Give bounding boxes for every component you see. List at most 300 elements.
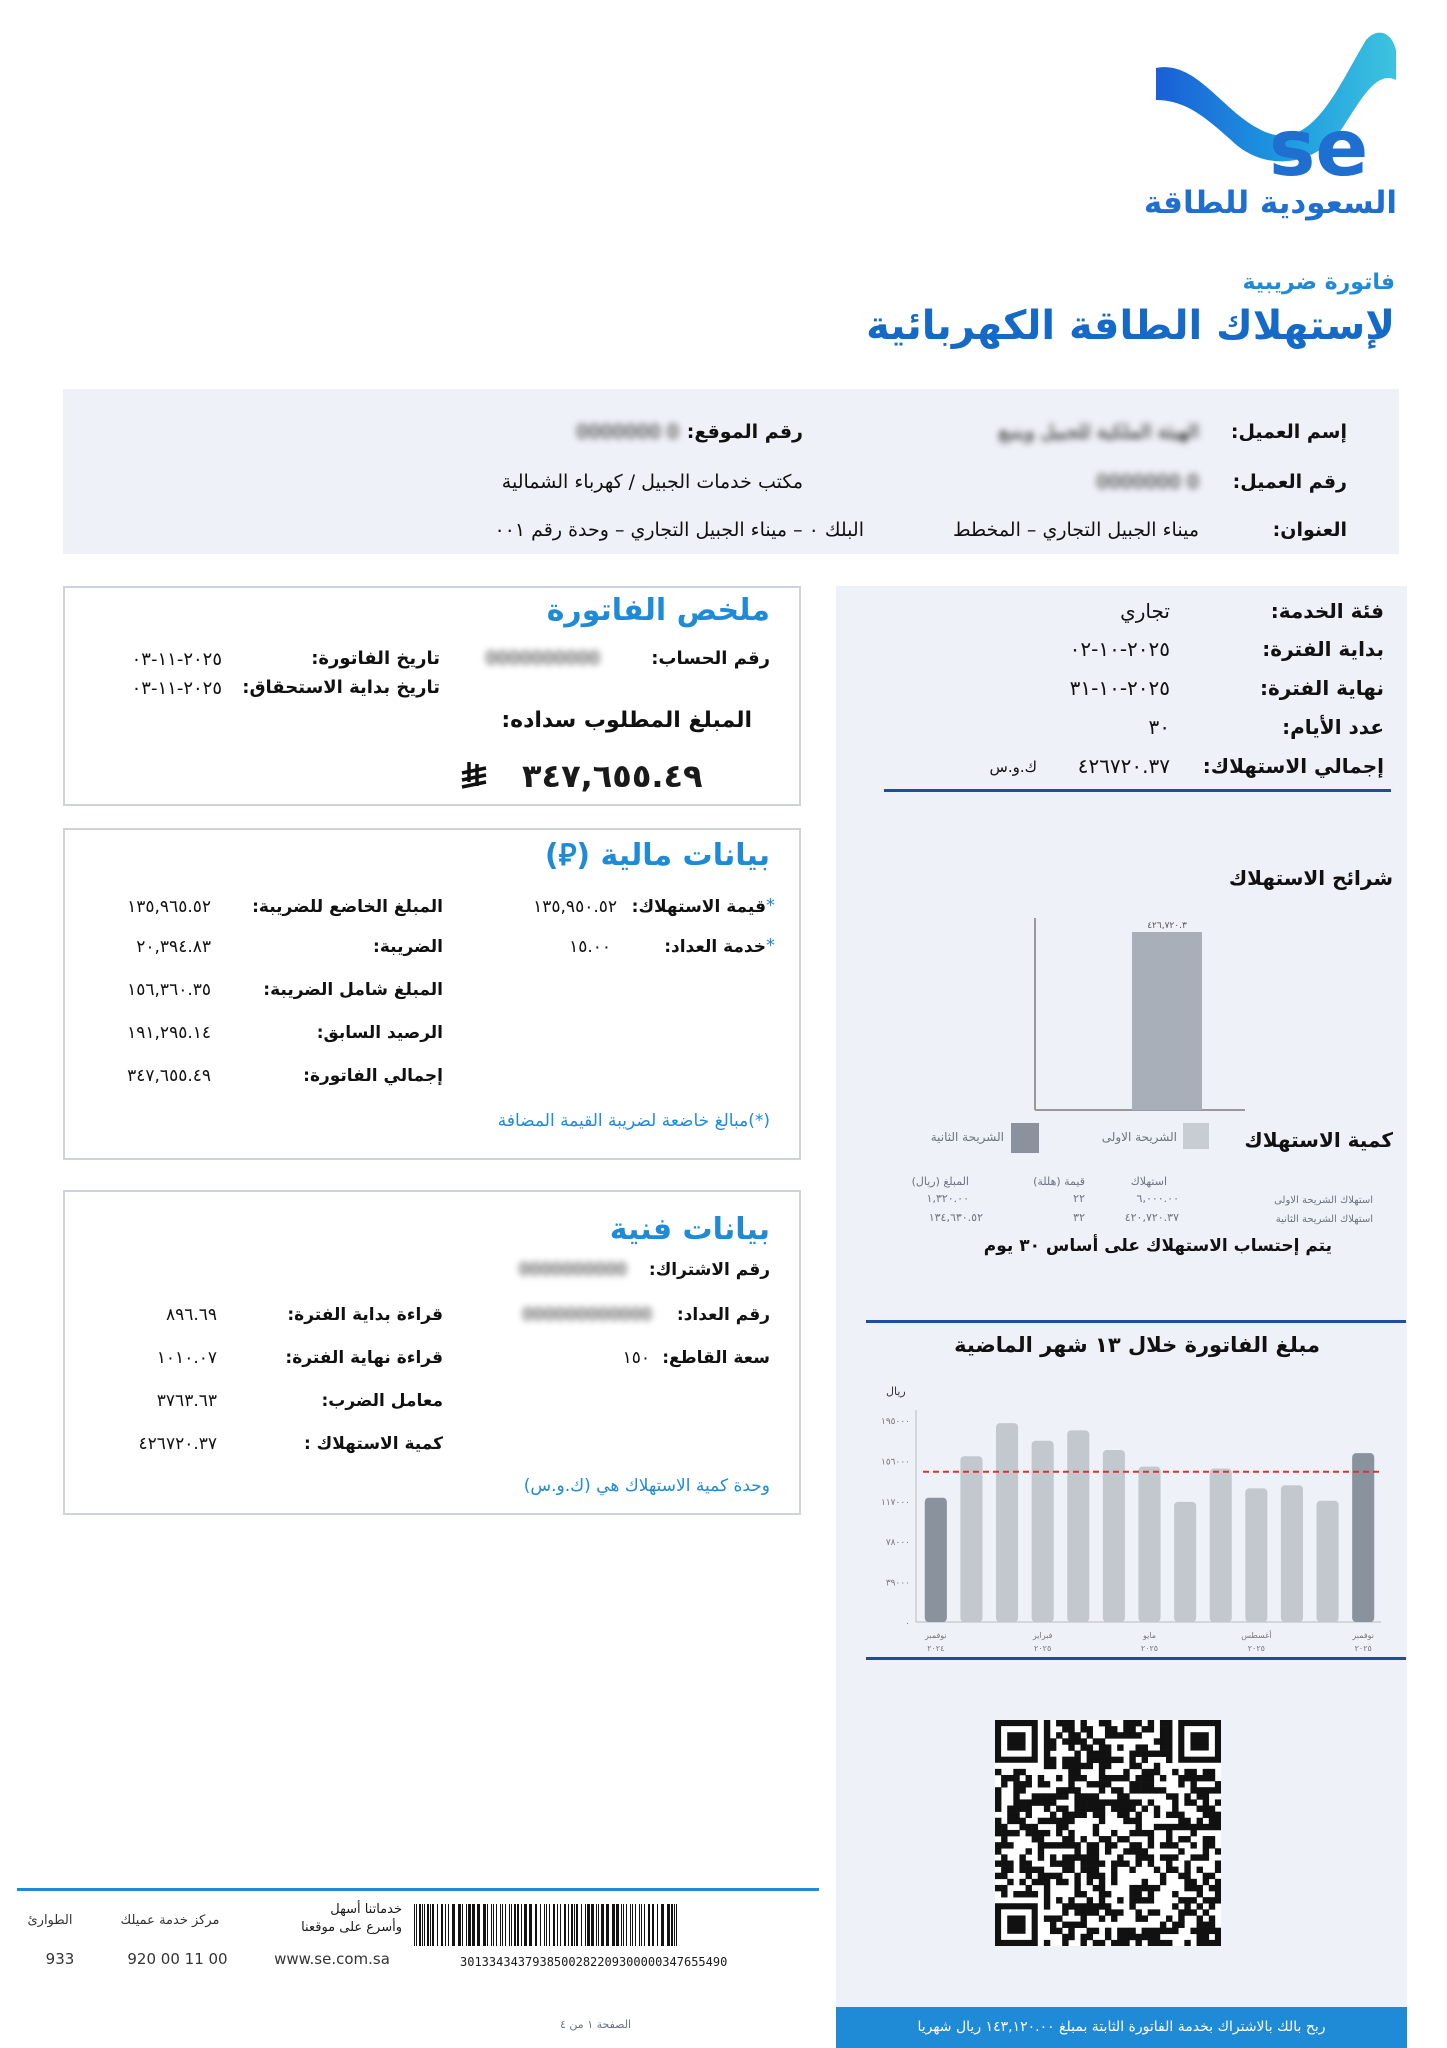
qr-module <box>1203 1922 1209 1928</box>
qr-module <box>1148 1897 1154 1903</box>
qr-module <box>1087 1757 1093 1763</box>
invoice-type: فاتورة ضريبية <box>1242 270 1395 295</box>
service-category-label: فئة الخدمة: <box>1270 599 1384 623</box>
qr-module <box>1148 1940 1154 1946</box>
qr-module <box>1117 1744 1123 1750</box>
qr-module <box>1160 1751 1166 1757</box>
qr-module <box>1197 1806 1203 1812</box>
qr-module <box>1050 1744 1056 1750</box>
barcode-bar <box>540 1904 541 1946</box>
qr-module <box>1154 1909 1160 1915</box>
days-count-label: عدد الأيام: <box>1282 715 1384 739</box>
qr-module <box>1001 1885 1007 1891</box>
financial-title: بيانات مالية (⃁) <box>544 838 770 873</box>
barcode-bar <box>546 1904 547 1946</box>
barcode-bar <box>521 1904 522 1946</box>
barcode-bar <box>509 1904 510 1946</box>
qr-module <box>1215 1934 1221 1940</box>
qr-module <box>1135 1751 1141 1757</box>
qr-module <box>1050 1915 1056 1921</box>
barcode-bar <box>445 1904 446 1946</box>
barcode-bar <box>574 1904 575 1946</box>
barcode-bar <box>630 1904 631 1946</box>
barcode-bar <box>517 1904 519 1946</box>
qr-module <box>1068 1738 1074 1744</box>
qr-module <box>1062 1720 1068 1726</box>
qr-module <box>1074 1812 1080 1818</box>
qr-module <box>1160 1854 1166 1860</box>
qr-module <box>1154 1867 1160 1873</box>
qr-module <box>1166 1915 1172 1921</box>
qr-module <box>1074 1793 1080 1799</box>
tagline-line2: وأسرع على موقعنا <box>301 1920 402 1935</box>
qr-module <box>1160 1726 1166 1732</box>
qr-module <box>1123 1775 1129 1781</box>
qr-module <box>1209 1915 1215 1921</box>
qr-module <box>1178 1915 1184 1921</box>
qr-module <box>1032 1824 1038 1830</box>
qr-module <box>1135 1909 1141 1915</box>
y-tick-label: ١٩٥٠٠٠ <box>880 1417 910 1427</box>
customer-number-value: 0 0000000 <box>1096 471 1199 493</box>
qr-module <box>1166 1940 1172 1946</box>
barcode-bar <box>564 1904 566 1946</box>
qr-module <box>1184 1818 1190 1824</box>
qr-module <box>1166 1812 1172 1818</box>
qr-module <box>1050 1793 1056 1799</box>
qr-module <box>1154 1928 1160 1934</box>
barcode-bar <box>581 1904 582 1946</box>
qr-module <box>1184 1879 1190 1885</box>
qr-module <box>1135 1744 1141 1750</box>
qr-module <box>1154 1769 1160 1775</box>
barcode-bar <box>560 1904 561 1946</box>
barcode-bar <box>414 1904 415 1946</box>
qr-module <box>1148 1830 1154 1836</box>
tier-row-label: استهلاك الشريحة الثانية <box>1275 1214 1373 1225</box>
y-tick-label: ٠ <box>905 1619 910 1629</box>
qr-module <box>1068 1787 1074 1793</box>
qr-module <box>1203 1854 1209 1860</box>
qr-module <box>1123 1732 1129 1738</box>
qr-module <box>1197 1928 1203 1934</box>
qr-module <box>1001 1830 1007 1836</box>
period-end-label: نهاية الفترة: <box>1260 676 1384 700</box>
qr-module <box>1093 1867 1099 1873</box>
x-tick-year: ٢٠٢٥ <box>1354 1644 1372 1653</box>
legend-first-label: الشريحة الاولى <box>1101 1130 1177 1144</box>
tier-chart <box>1010 912 1250 1117</box>
service-category-value: تجاري <box>1120 599 1170 623</box>
col-amount: المبلغ (ريال) <box>911 1175 969 1188</box>
barcode-bar <box>549 1904 550 1946</box>
period-start-value: ٢٠٢٥-١٠-٠٢ <box>1069 637 1170 661</box>
qr-module <box>1074 1738 1080 1744</box>
qr-module <box>1117 1793 1123 1799</box>
barcode-bar <box>553 1904 555 1946</box>
qr-module <box>1142 1915 1148 1921</box>
barcode-bar <box>591 1904 594 1946</box>
qr-module <box>1123 1818 1129 1824</box>
history-bar <box>1103 1450 1125 1622</box>
qr-module <box>1135 1763 1141 1769</box>
qr-module <box>1197 1891 1203 1897</box>
qr-module <box>1203 1934 1209 1940</box>
qr-module <box>1123 1836 1129 1842</box>
qr-module <box>1087 1928 1093 1934</box>
qr-module <box>1215 1879 1221 1885</box>
customer-info-band <box>63 389 1399 554</box>
qr-module <box>1068 1830 1074 1836</box>
qr-module <box>1184 1873 1190 1879</box>
qr-module <box>1203 1842 1209 1848</box>
qr-module <box>1160 1732 1166 1738</box>
qr-module <box>1050 1818 1056 1824</box>
brand-caption: السعودية للطاقة <box>1143 185 1397 221</box>
qr-module <box>1172 1793 1178 1799</box>
barcode-bar <box>535 1904 537 1946</box>
qr-module <box>1062 1934 1068 1940</box>
qr-module <box>1178 1836 1184 1842</box>
qr-module <box>1142 1879 1148 1885</box>
qr-module <box>1129 1799 1135 1805</box>
qr-module <box>1087 1751 1093 1757</box>
qr-module <box>1203 1836 1209 1842</box>
qr-module <box>1068 1732 1074 1738</box>
qr-module <box>1154 1787 1160 1793</box>
qr-module <box>1038 1879 1044 1885</box>
history-bar <box>1352 1453 1374 1622</box>
barcode-bar <box>648 1904 650 1946</box>
qr-module <box>1197 1867 1203 1873</box>
qr-module <box>1099 1738 1105 1744</box>
qr-module <box>1117 1854 1123 1860</box>
qr-module <box>1099 1836 1105 1842</box>
qr-module <box>1081 1793 1087 1799</box>
qr-module <box>1148 1751 1154 1757</box>
qr-module <box>995 1873 1001 1879</box>
qr-module <box>1013 1793 1019 1799</box>
barcode <box>412 1904 812 1946</box>
qr-module <box>1026 1806 1032 1812</box>
qr-module <box>1087 1763 1093 1769</box>
qr-module <box>1068 1842 1074 1848</box>
qr-finder-core <box>1007 1732 1025 1750</box>
qr-module <box>1197 1824 1203 1830</box>
qr-module <box>1129 1763 1135 1769</box>
history-bar <box>1138 1467 1160 1622</box>
qr-module <box>1203 1769 1209 1775</box>
qr-module <box>1081 1860 1087 1866</box>
qr-module <box>1142 1830 1148 1836</box>
qr-module <box>1044 1940 1050 1946</box>
qr-module <box>1044 1726 1050 1732</box>
qr-module <box>1123 1934 1129 1940</box>
qr-module <box>1099 1799 1105 1805</box>
qr-module <box>1160 1873 1166 1879</box>
qr-module <box>1007 1806 1013 1812</box>
qr-module <box>1056 1915 1062 1921</box>
qr-module <box>1081 1940 1087 1946</box>
qr-module <box>1050 1757 1056 1763</box>
qr-module <box>1166 1751 1172 1757</box>
qr-module <box>1087 1879 1093 1885</box>
chart-top-rule <box>866 1320 1406 1323</box>
qr-module <box>1074 1799 1080 1805</box>
y-tick-label: ٧٨٠٠٠ <box>885 1538 910 1549</box>
barcode-bar <box>612 1904 615 1946</box>
qr-module <box>1099 1915 1105 1921</box>
tax-value: ٢٠,٣٩٤.٨٣ <box>136 937 211 957</box>
qr-module <box>1190 1769 1196 1775</box>
qr-module <box>1105 1836 1111 1842</box>
x-tick-year: ٢٠٢٥ <box>1140 1644 1159 1653</box>
qr-module <box>1087 1909 1093 1915</box>
qr-module <box>1099 1897 1105 1903</box>
barcode-bar <box>491 1904 492 1946</box>
qr-module <box>1074 1732 1080 1738</box>
website-link[interactable]: www.se.com.sa <box>274 1950 390 1968</box>
qr-module <box>1111 1830 1117 1836</box>
qr-module <box>1032 1867 1038 1873</box>
qr-module <box>1190 1775 1196 1781</box>
qr-module <box>1166 1842 1172 1848</box>
qr-module <box>1142 1769 1148 1775</box>
qr-module <box>1093 1885 1099 1891</box>
qr-module <box>1190 1854 1196 1860</box>
qr-module <box>1056 1928 1062 1934</box>
qr-module <box>1026 1830 1032 1836</box>
barcode-bar <box>483 1904 486 1946</box>
qr-module <box>1135 1732 1141 1738</box>
qr-module <box>1056 1897 1062 1903</box>
qr-module <box>1007 1860 1013 1866</box>
qr-module <box>1007 1775 1013 1781</box>
qr-module <box>1129 1830 1135 1836</box>
qr-module <box>1038 1775 1044 1781</box>
tier-row-amount: ١,٣٢٠.٠٠ <box>926 1192 969 1205</box>
qr-module <box>1026 1824 1032 1830</box>
barcode-bar <box>487 1904 488 1946</box>
qr-module <box>1074 1885 1080 1891</box>
qr-module <box>1062 1922 1068 1928</box>
end-reading-value: ١٠١٠.٠٧ <box>156 1348 217 1368</box>
breaker-capacity-label: سعة القاطع: <box>662 1348 770 1368</box>
qr-module <box>1074 1806 1080 1812</box>
qr-module <box>1178 1812 1184 1818</box>
qr-module <box>1215 1848 1221 1854</box>
qr-module <box>1062 1824 1068 1830</box>
qr-module <box>1099 1891 1105 1897</box>
qr-module <box>1123 1940 1129 1946</box>
qr-module <box>1129 1897 1135 1903</box>
qr-module <box>1068 1903 1074 1909</box>
col-price: قيمة (هللة) <box>1033 1175 1085 1188</box>
qr-module <box>1184 1836 1190 1842</box>
qr-module <box>1068 1775 1074 1781</box>
qr-module <box>1007 1879 1013 1885</box>
qr-module <box>1142 1744 1148 1750</box>
qr-module <box>1068 1922 1074 1928</box>
qr-module <box>1099 1806 1105 1812</box>
y-tick-label: ١٥٦٠٠٠ <box>880 1457 910 1468</box>
x-tick-month: مايو <box>1142 1631 1157 1640</box>
qr-module <box>1068 1720 1074 1726</box>
barcode-bar <box>466 1904 467 1946</box>
barcode-bar <box>496 1904 497 1946</box>
qr-module <box>1190 1909 1196 1915</box>
previous-balance-value: ١٩١,٢٩٥.١٤ <box>127 1023 211 1043</box>
customer-care-number[interactable]: 920 00 11 00 <box>127 1950 228 1968</box>
qr-module <box>1001 1891 1007 1897</box>
qr-module <box>1215 1824 1221 1830</box>
qr-module <box>1172 1842 1178 1848</box>
qr-module <box>1093 1873 1099 1879</box>
qr-module <box>1117 1806 1123 1812</box>
qr-module <box>1038 1867 1044 1873</box>
total-consumption-label: إجمالي الاستهلاك: <box>1202 754 1384 778</box>
qr-module <box>995 1824 1001 1830</box>
meter-number-label: رقم العداد: <box>676 1305 770 1325</box>
qr-module <box>1056 1830 1062 1836</box>
qr-module <box>995 1860 1001 1866</box>
qr-module <box>1135 1830 1141 1836</box>
qr-module <box>1111 1775 1117 1781</box>
qr-module <box>1129 1720 1135 1726</box>
qr-module <box>1209 1787 1215 1793</box>
qr-module <box>1117 1860 1123 1866</box>
qr-module <box>1215 1867 1221 1873</box>
qr-module <box>1050 1928 1056 1934</box>
qr-module <box>1190 1781 1196 1787</box>
qr-module <box>1081 1854 1087 1860</box>
qr-module <box>1001 1775 1007 1781</box>
qr-module <box>1123 1720 1129 1726</box>
qr-module <box>1172 1867 1178 1873</box>
qr-module <box>1117 1732 1123 1738</box>
barcode-bar <box>587 1904 590 1946</box>
qr-module <box>1105 1891 1111 1897</box>
meter-service-value: ١٥.٠٠ <box>569 937 611 957</box>
barcode-bar <box>635 1904 636 1946</box>
qr-module <box>1105 1903 1111 1909</box>
qr-module <box>1172 1854 1178 1860</box>
qr-module <box>1099 1757 1105 1763</box>
qr-module <box>1062 1787 1068 1793</box>
qr-module <box>1105 1720 1111 1726</box>
barcode-number: 3013343437938500282209300000347655490 <box>460 1955 728 1969</box>
tier-bar <box>1132 932 1202 1110</box>
qr-module <box>1123 1928 1129 1934</box>
qr-module <box>1081 1763 1087 1769</box>
qr-module <box>1044 1793 1050 1799</box>
account-number-value: 0000000000 <box>485 648 600 669</box>
qr-module <box>1068 1854 1074 1860</box>
qr-module <box>1209 1940 1215 1946</box>
fixed-bill-promo[interactable]: ربح بالك بالاشتراك بخدمة الفاتورة الثابتة بمبلغ ١٤٣,١٢٠.٠٠ ريال شهريا <box>836 2007 1407 2048</box>
history-chart <box>866 1375 1386 1665</box>
qr-module <box>1190 1879 1196 1885</box>
qr-module <box>1044 1757 1050 1763</box>
qr-module <box>1081 1726 1087 1732</box>
qr-module <box>1148 1781 1154 1787</box>
qr-module <box>1001 1867 1007 1873</box>
taxable-amount-value: ١٣٥,٩٦٥.٥٢ <box>127 897 211 917</box>
qr-module <box>1190 1787 1196 1793</box>
qr-module <box>1111 1860 1117 1866</box>
qr-module <box>1203 1879 1209 1885</box>
qr-module <box>1184 1885 1190 1891</box>
qr-module <box>1068 1769 1074 1775</box>
qr-finder-core <box>1190 1732 1208 1750</box>
qr-module <box>1184 1824 1190 1830</box>
qr-module <box>1105 1934 1111 1940</box>
qr-module <box>1044 1806 1050 1812</box>
x-tick-month: نوفمبر <box>924 1631 947 1640</box>
tier-row-price: ٢٢ <box>1073 1192 1085 1205</box>
subscription-number-label: رقم الاشتراك: <box>648 1260 770 1280</box>
qr-module <box>1032 1793 1038 1799</box>
qr-module <box>1209 1775 1215 1781</box>
qr-module <box>1166 1928 1172 1934</box>
tier-row-amount: ١٣٤,٦٣٠.٥٢ <box>928 1211 983 1224</box>
barcode-bar <box>419 1904 421 1946</box>
qr-module <box>1203 1873 1209 1879</box>
qr-module <box>1129 1818 1135 1824</box>
qr-module <box>1099 1720 1105 1726</box>
qr-module <box>1123 1793 1129 1799</box>
qr-module <box>1160 1922 1166 1928</box>
qr-module <box>1203 1824 1209 1830</box>
qr-module <box>1093 1928 1099 1934</box>
qr-module <box>1099 1763 1105 1769</box>
meter-number-value: 000000000000 <box>522 1305 652 1325</box>
qr-module <box>1129 1732 1135 1738</box>
customer-name-label: إسم العميل: <box>1230 421 1347 443</box>
qr-module <box>1044 1915 1050 1921</box>
qr-module <box>1123 1799 1129 1805</box>
qr-module <box>1215 1799 1221 1805</box>
qr-module <box>1050 1763 1056 1769</box>
qr-module <box>1081 1738 1087 1744</box>
qr-module <box>1135 1842 1141 1848</box>
barcode-bar <box>652 1904 654 1946</box>
qr-module <box>1178 1775 1184 1781</box>
invoice-date-value: ٢٠٢٥-١١-٠٣ <box>131 649 222 670</box>
qr-module <box>1178 1873 1184 1879</box>
qr-module <box>1203 1806 1209 1812</box>
qr-module <box>1081 1903 1087 1909</box>
qr-module <box>1142 1775 1148 1781</box>
qr-module <box>1062 1909 1068 1915</box>
qr-module <box>1135 1781 1141 1787</box>
qr-module <box>1068 1867 1074 1873</box>
consumption-qty-value: ٤٢٦٧٢٠.٣٧ <box>138 1434 217 1454</box>
qr-module <box>1013 1775 1019 1781</box>
barcode-bar <box>472 1904 475 1946</box>
qr-module <box>1038 1793 1044 1799</box>
qr-module <box>1129 1891 1135 1897</box>
barcode-bar <box>511 1904 512 1946</box>
qr-module <box>1056 1879 1062 1885</box>
qr-module <box>1215 1860 1221 1866</box>
barcode-bar <box>674 1904 675 1946</box>
qr-module <box>1026 1775 1032 1781</box>
address-part2: البلك ٠ – ميناء الجبيل التجاري – وحدة رقم ٠٠١ <box>494 519 864 541</box>
qr-module <box>1007 1818 1013 1824</box>
qr-module <box>1154 1738 1160 1744</box>
qr-module <box>1087 1726 1093 1732</box>
